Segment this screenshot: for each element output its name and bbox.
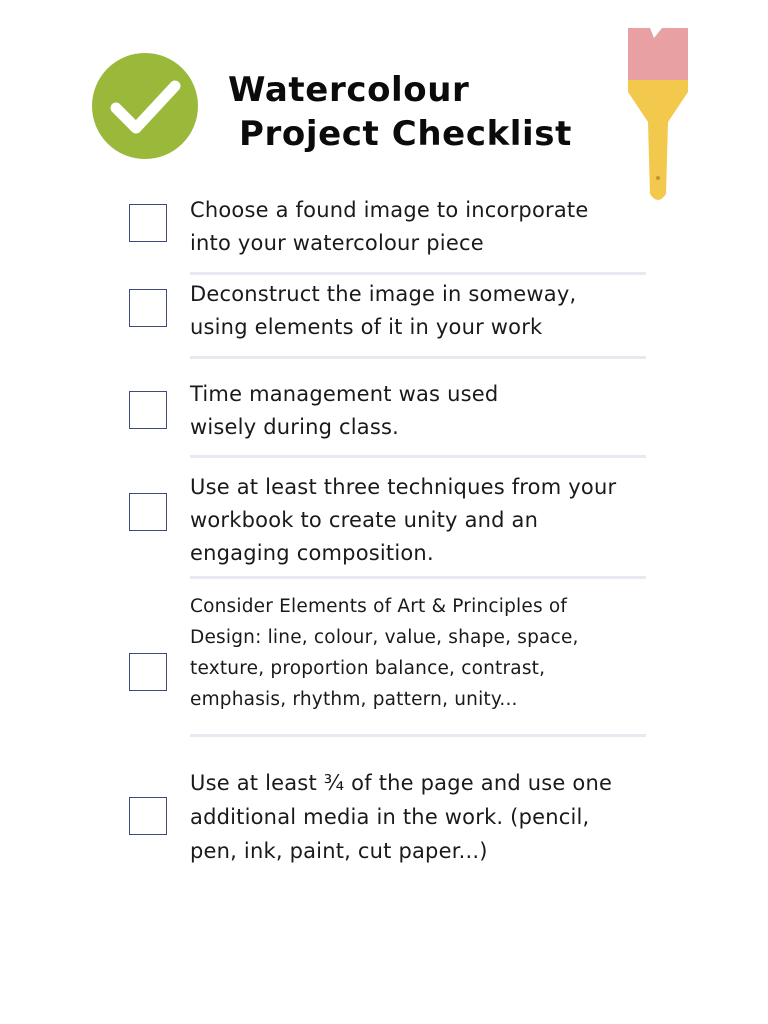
- checklist-item-2-text: Deconstruct the image in someway, using elements of it in your work: [190, 282, 577, 339]
- checklist-item-6-text: Use at least ¾ of the page and use one additional media in the work. (pencil, pen, ink, paint, cut paper...): [190, 771, 613, 863]
- checkbox-3[interactable]: [129, 391, 167, 429]
- checklist-item-5-text: Consider Elements of Art & Principles of Design: line, colour, value, shape, space, texture, proportion balance, contrast, emphasis, rhythm, pattern, unity...: [190, 596, 579, 710]
- checkbox-6[interactable]: [129, 797, 167, 835]
- checkmark-circle-icon: [92, 53, 198, 159]
- checklist-item-3-text: Time management was used wisely during class.: [190, 382, 499, 439]
- paintbrush-icon: [618, 24, 698, 208]
- checkbox-4[interactable]: [129, 493, 167, 531]
- checkbox-2[interactable]: [129, 289, 167, 327]
- divider-4: [190, 576, 646, 579]
- divider-2: [190, 356, 646, 359]
- checkbox-5[interactable]: [129, 653, 167, 691]
- divider-1: [190, 272, 646, 275]
- title-line-1: Watercolour: [228, 70, 470, 110]
- checklist-item-1-text: Choose a found image to incorporate into your watercolour piece: [190, 198, 589, 255]
- divider-5: [190, 734, 646, 737]
- page-title: [228, 68, 572, 156]
- checklist-item-4-text: Use at least three techniques from your workbook to create unity and an engaging composition.: [190, 475, 617, 565]
- divider-3: [190, 455, 646, 458]
- checkbox-1[interactable]: [129, 204, 167, 242]
- title-line-2: Project Checklist: [239, 114, 572, 154]
